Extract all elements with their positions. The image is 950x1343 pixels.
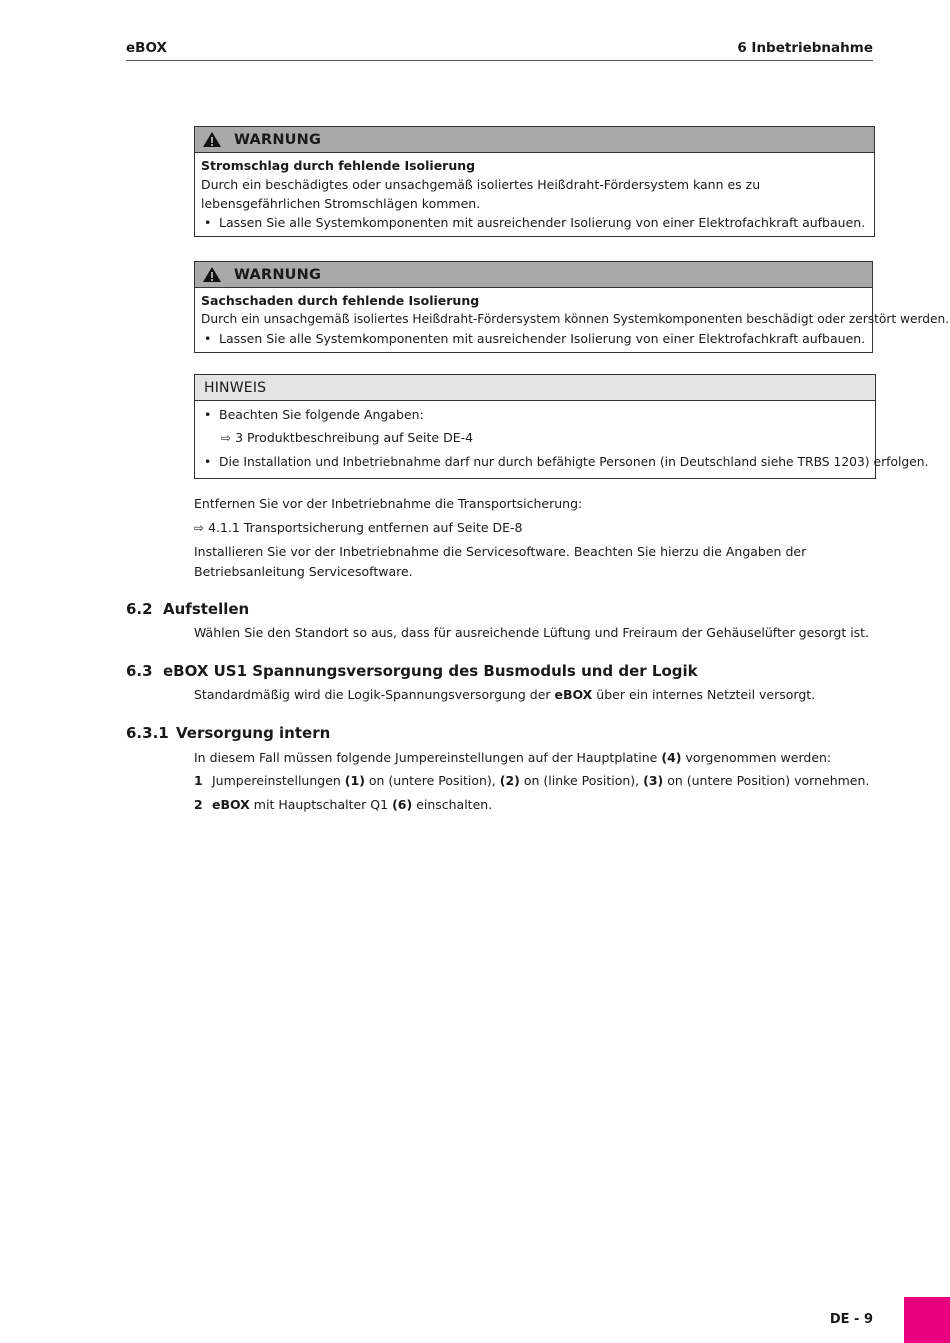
- section-number: 6.3.1: [126, 724, 169, 742]
- callout-number: (6): [392, 797, 413, 812]
- text-run: on (untere Position) vornehmen.: [663, 773, 870, 788]
- note-label: HINWEIS: [204, 379, 267, 396]
- section-heading-6-2: [126, 600, 249, 618]
- page-number: DE - 9: [829, 1312, 873, 1327]
- warning-bullet: • Lassen Sie alle Systemkomponenten mit ausreichender Isolierung von einer Elektrofachkraft aufbauen.: [201, 213, 868, 232]
- intro-cross-reference[interactable]: [194, 518, 874, 538]
- header-rule: [126, 60, 873, 61]
- warning-text: Durch ein unsachgemäß isoliertes Heißdraht-Fördersystem können Systemkomponenten beschädigt oder zerstört werden.: [201, 312, 950, 326]
- text-run: In diesem Fall müssen folgende Jumpereinstellungen auf der Hauptplatine: [194, 750, 662, 765]
- section-number: 6.3: [126, 662, 153, 680]
- product-name: eBOX: [212, 797, 250, 812]
- header-chapter-title: 6 Inbetriebnahme: [737, 40, 873, 56]
- text-run: mit Hauptschalter Q1: [249, 797, 393, 812]
- intro-paragraph: Entfernen Sie vor der Inbetriebnahme die Transportsicherung:: [194, 496, 583, 511]
- note-cross-reference[interactable]: [201, 428, 869, 448]
- warning-header: [195, 262, 872, 288]
- callout-number: (2): [499, 773, 520, 788]
- warning-box-property-damage: [194, 261, 950, 353]
- text-run: on (linke Position),: [519, 773, 644, 788]
- note-ref-text: 3 Produktbeschreibung auf Seite DE-4: [235, 430, 474, 445]
- section-heading-6-3-1: [126, 724, 330, 742]
- text-run: vorgenommen werden:: [681, 750, 832, 765]
- arrow-right-icon: ⇨: [194, 521, 205, 535]
- warning-box-electric-shock: [194, 126, 875, 237]
- section-title: eBOX US1 Spannungsversorgung des Busmoduls und der Logik: [163, 662, 698, 680]
- callout-number: (4): [661, 750, 682, 765]
- text-run: on (untere Position),: [364, 773, 500, 788]
- section-text: [194, 685, 874, 705]
- warning-header: [195, 127, 874, 153]
- section-text: [194, 748, 874, 768]
- warning-title: Sachschaden durch fehlende Isolierung: [201, 293, 480, 308]
- section-heading-6-3: [126, 662, 698, 680]
- warning-label: WARNUNG: [234, 131, 322, 148]
- warning-text: Durch ein beschädigtes oder unsachgemäß isoliertes Heißdraht-Fördersystem kann es zu lebensgefährlichen Stromschlägen kommen.: [201, 177, 761, 211]
- warning-label: WARNUNG: [234, 266, 322, 283]
- note-bullet: • Die Installation und Inbetriebnahme darf nur durch befähigte Personen (in Deutschland siehe TRBS 1203) erfolgen.: [201, 453, 869, 472]
- section-title: Versorgung intern: [176, 724, 331, 742]
- warning-bullet: • Lassen Sie alle Systemkomponenten mit ausreichender Isolierung von einer Elektrofachkraft aufbauen.: [201, 329, 866, 348]
- warning-title: Stromschlag durch fehlende Isolierung: [201, 158, 476, 173]
- step-number: 1: [194, 773, 203, 788]
- warning-triangle-icon: [202, 266, 222, 283]
- intro-paragraph: Installieren Sie vor der Inbetriebnahme die Servicesoftware. Beachten Sie hierzu die Angaben der Betriebsanleitung Servicesoftware.: [194, 544, 807, 579]
- section-title: Aufstellen: [163, 600, 250, 618]
- note-bullet: • Beachten Sie folgende Angaben:: [201, 405, 869, 424]
- callout-number: (3): [643, 773, 664, 788]
- text-run: Standardmäßig wird die Logik-Spannungsversorgung der: [194, 687, 555, 702]
- step-number: 2: [194, 797, 203, 812]
- arrow-right-icon: ⇨: [221, 431, 232, 445]
- section-number: 6.2: [126, 600, 153, 618]
- note-header: [195, 375, 875, 401]
- step-2: [194, 795, 874, 815]
- note-box: [194, 374, 929, 479]
- text-run: Jumpereinstellungen: [212, 773, 345, 788]
- product-name: eBOX: [554, 687, 593, 702]
- header-doc-title: eBOX: [126, 40, 167, 56]
- text-run: einschalten.: [412, 797, 493, 812]
- intro-ref-text: 4.1.1 Transportsicherung entfernen auf Seite DE-8: [208, 520, 523, 535]
- step-1: [194, 771, 874, 791]
- callout-number: (1): [344, 773, 365, 788]
- warning-triangle-icon: [202, 131, 222, 148]
- section-text: Wählen Sie den Standort so aus, dass für ausreichende Lüftung und Freiraum der Gehäuselüfter gesorgt ist.: [194, 625, 870, 640]
- text-run: über ein internes Netzteil versorgt.: [592, 687, 816, 702]
- page-tab-marker: [904, 1297, 950, 1343]
